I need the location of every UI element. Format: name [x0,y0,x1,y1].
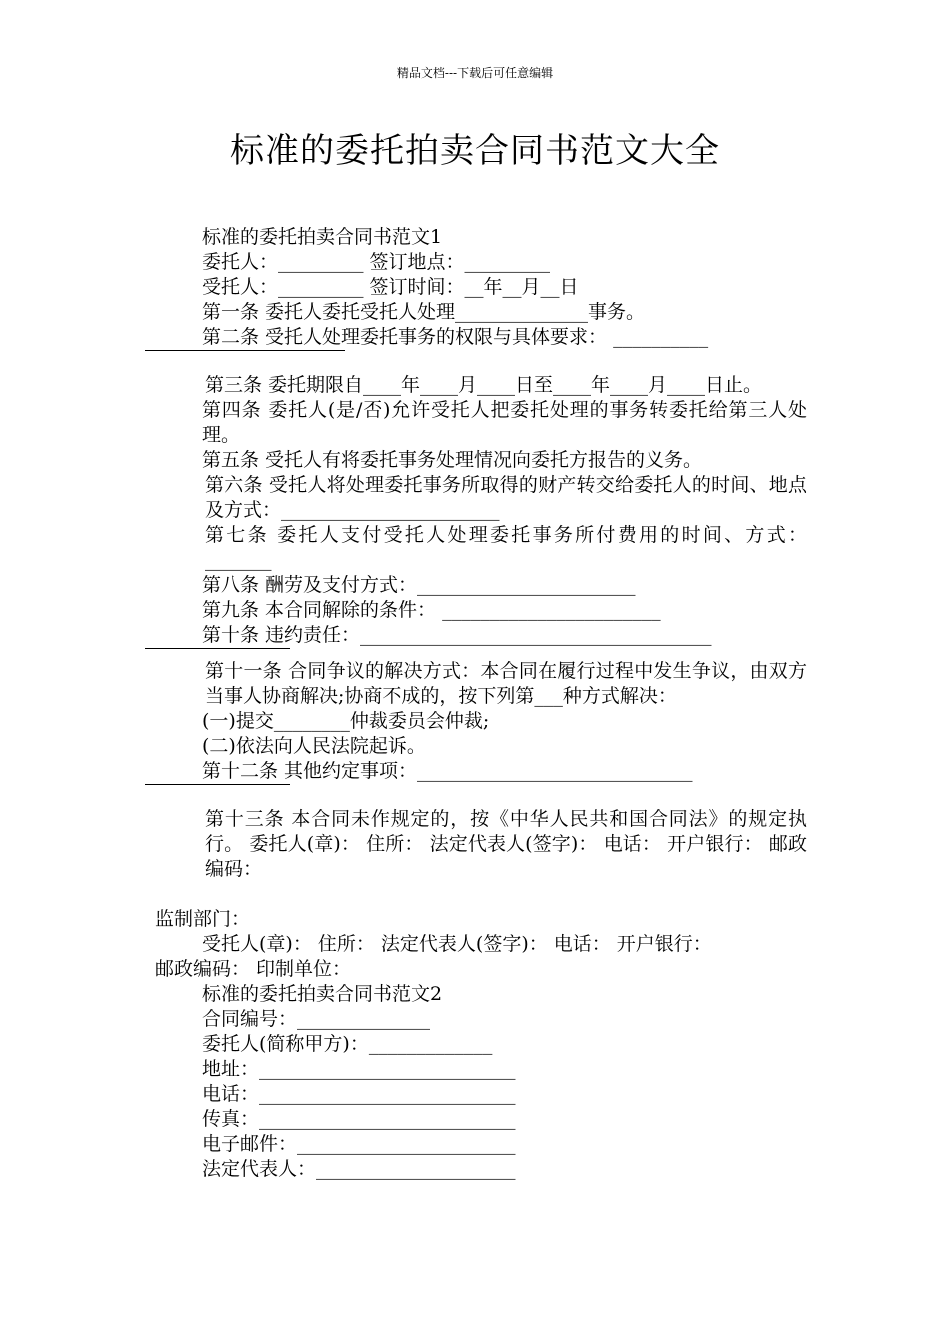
article-2: 第二条 受托人处理委托事务的权限与具体要求： __________ [202,326,709,348]
party-a-field: 委托人(简称甲方)：_____________ [202,1033,493,1055]
article-1: 第一条 委托人委托受托人处理______________事务。 [202,301,646,323]
fill-in-rule [145,350,345,351]
fill-in-rule [145,648,290,649]
fax-field: 传真：___________________________ [202,1108,516,1130]
client-line: 委托人：_________ 签订地点：_________ [202,251,551,273]
article-10: 第十条 违约责任：_____________________________________ [202,624,712,646]
article-4: 第四条 委托人(是/否)允许受托人把委托处理的事务转委托给第三人处理。 [202,399,807,446]
page-header: 精品文档---下载后可任意编辑 [396,66,554,80]
article-9: 第九条 本合同解除的条件： _______________________ [202,599,661,621]
article-6: 第六条 受托人将处理委托事务所取得的财产转交给委托人的时间、地点及方式：_______________________ [205,474,807,521]
address-field: 地址：___________________________ [202,1058,516,1080]
article-8: 第八条 酬劳及支付方式：_______________________ [202,574,636,596]
article-5: 第五条 受托人有将委托事务处理情况向委托方报告的义务。 [202,449,703,471]
email-field: 电子邮件：_______________________ [202,1133,516,1155]
article-7: 第七条 委托人支付受托人处理委托事务所付费用的时间、方式： _______ [205,524,807,571]
supervising-department: 监制部门： [155,908,251,930]
article-11: 第十一条 合同争议的解决方式：本合同在履行过程中发生争议，由双方当事人协商解决;协商不成的，按下列第___种方式解决： [205,660,807,707]
fill-in-rule [145,784,290,785]
article-12: 第十二条 其他约定事项：_____________________________ [202,760,693,782]
phone-field: 电话：___________________________ [202,1083,516,1105]
trustee-signature-line: 受托人(章)： 住所： 法定代表人(签字)： 电话： 开户银行： [202,933,712,955]
section-heading-2: 标准的委托拍卖合同书范文2 [202,983,443,1005]
article-13: 第十三条 本合同未作规定的，按《中华人民共和国合同法》的规定执行。 委托人(章)： 住所： 法定代表人(签字)： 电话： 开户银行： 邮政编码： [205,808,807,880]
legal-representative-field: 法定代表人：_____________________ [202,1158,516,1180]
document-body [145,225,807,1182]
article-11-option-2: (二)依法向人民法院起诉。 [202,735,426,757]
postal-code-line: 邮政编码： 印制单位： [155,958,352,980]
document-title: 标准的委托拍卖合同书范文大全 [230,131,720,171]
article-3: 第三条 委托期限自____年____月____日至____年____月____日止。 [205,374,763,396]
contract-number-field: 合同编号：______________ [202,1008,431,1030]
section-heading-1: 标准的委托拍卖合同书范文1 [202,226,443,248]
article-11-option-1: (一)提交________仲裁委员会仲裁; [202,710,490,732]
trustee-line: 受托人：_________ 签订时间：__年__月__日 [202,276,579,298]
